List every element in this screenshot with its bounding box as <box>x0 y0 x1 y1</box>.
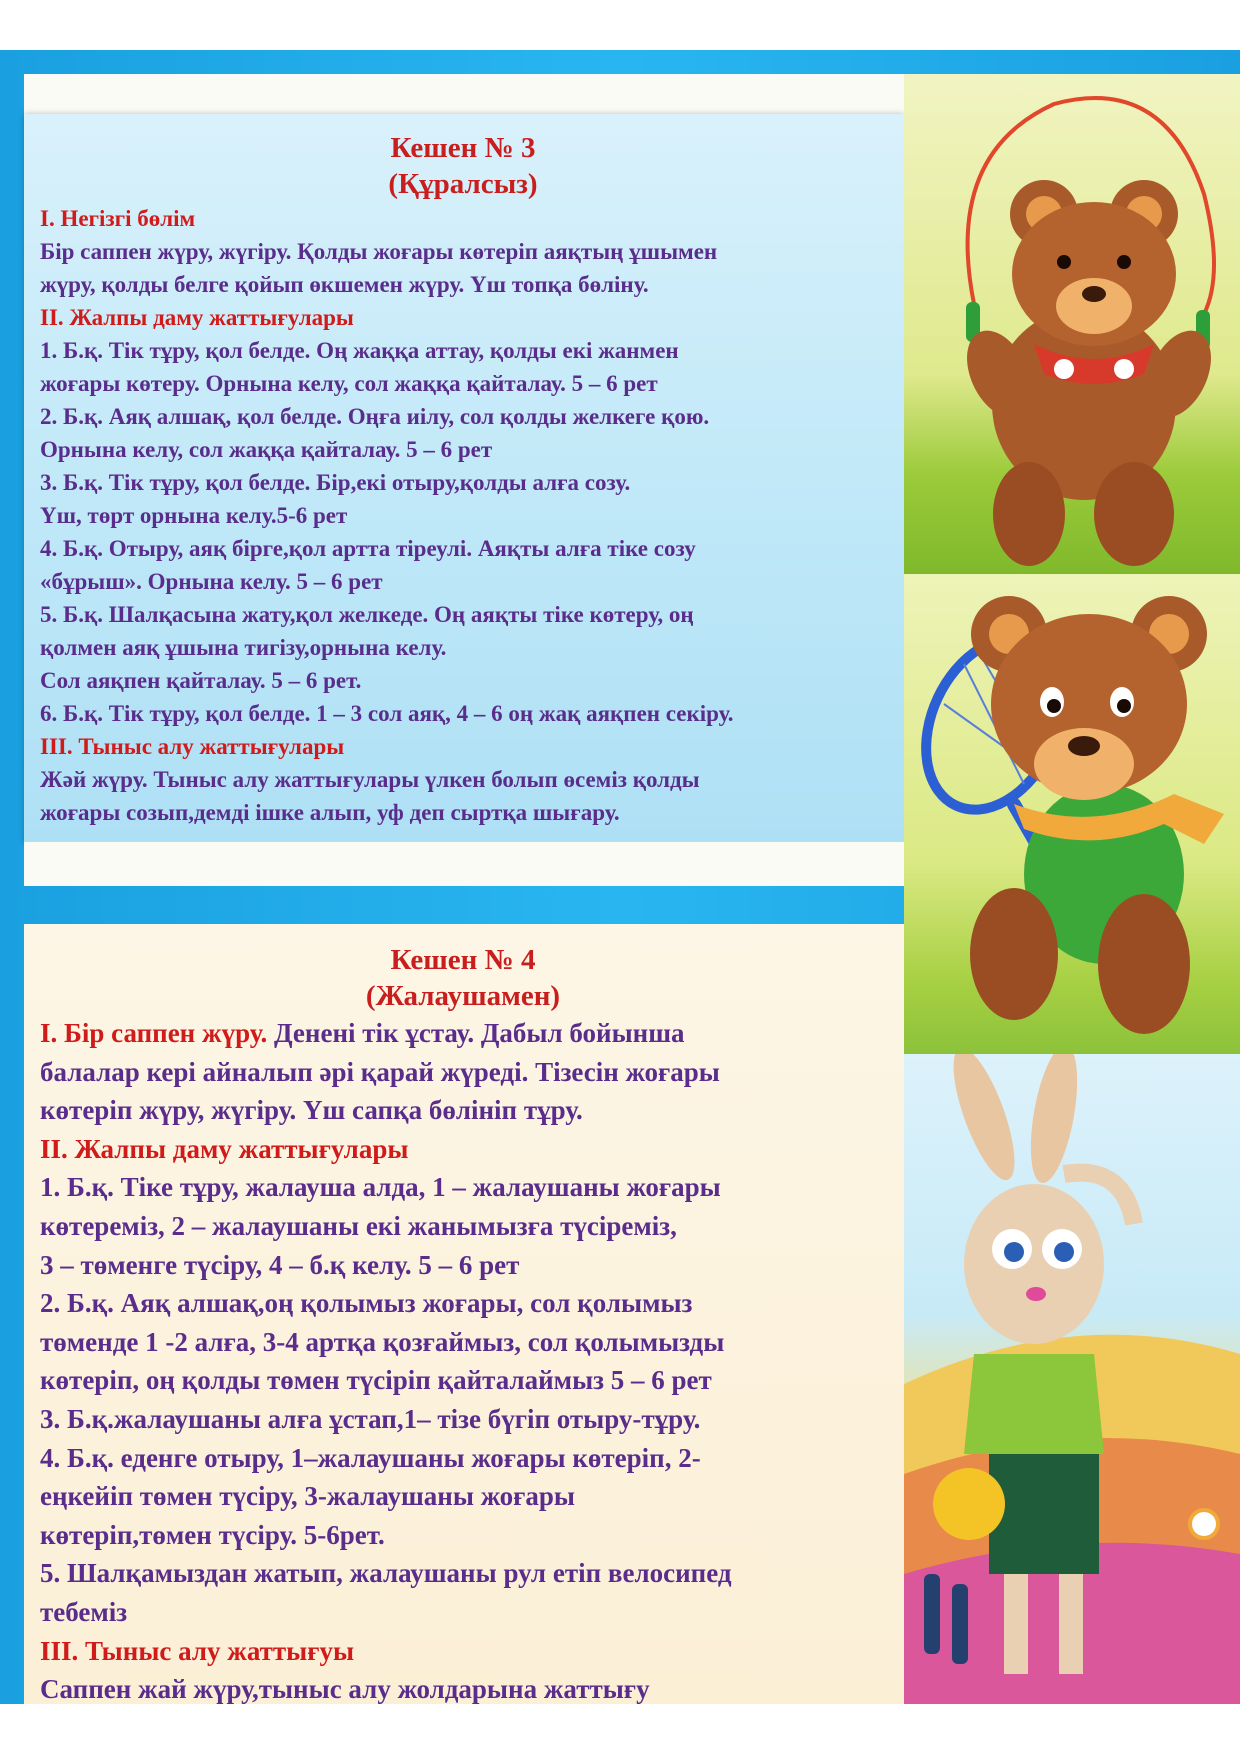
body-line: Бір саппен жүру, жүгіру. Қолды жоғары көтеріп аяқтың ұшымен <box>40 239 718 264</box>
body-line: Орнына келу, сол жаққа қайталау. 5 – 6 рет <box>40 437 493 462</box>
complex-3-panel <box>24 114 904 842</box>
body-line: жоғары созып,демді ішке алып, уф деп сыртқа шығару. <box>40 800 620 825</box>
body-line: көтереміз, 2 – жалаушаны екі жанымызға түсіреміз, <box>40 1210 677 1241</box>
complex-4-first-line-heading: І. Бір саппен жүру. <box>40 1018 268 1048</box>
body-line: 4. Б.қ. еденге отыру, 1–жалаушаны жоғары көтеріп, 2- <box>40 1442 701 1473</box>
bear-tennis-icon <box>904 574 1240 1054</box>
body-line: 1. Б.қ. Тік тұру, қол белде. Оң жаққа аттау, қолды екі жанмен <box>40 338 679 363</box>
body-line: көтеріп,төмен түсіру. 5-6рет. <box>40 1519 385 1550</box>
body-line: көтеріп, оң қолды төмен түсіріп қайталаймыз 5 – 6 рет <box>40 1365 712 1396</box>
body-line: 2. Б.қ. Аяқ алшақ,оң қолымыз жоғары, сол қолымыз <box>40 1288 693 1319</box>
complex-3-body <box>40 202 886 829</box>
bear-jump-rope-icon <box>904 74 1240 574</box>
complex-4-title: Кешен № 4 <box>390 944 536 976</box>
body-line: қолмен аяқ ұшына тигізу,орнына келу. <box>40 635 447 660</box>
section-heading: ІІ. Жалпы даму жаттығулары <box>40 1133 409 1164</box>
body-line: «бұрыш». Орнына келу. 5 – 6 рет <box>40 569 383 594</box>
hare-sport-icon <box>904 1054 1240 1704</box>
panel-1-footer-strip <box>24 842 904 886</box>
body-line: 4. Б.қ. Отыру, аяқ бірге,қол артта тіреулі. Аяқты алға тіке созу <box>40 536 696 561</box>
section-heading: І. Негізгі бөлім <box>40 206 196 231</box>
body-line: көтеріп жүру, жүгіру. Үш сапқа бөлініп тұру. <box>40 1095 583 1126</box>
body-line: 3 – төменге түсіру, 4 – б.қ келу. 5 – 6 рет <box>40 1249 520 1280</box>
top-strip <box>24 74 904 114</box>
illustration-column <box>904 74 1240 1704</box>
body-line: жүру, қолды белге қойып өкшемен жүру. Үш топқа бөліну. <box>40 272 649 297</box>
section-heading: ІІІ. Тыныс алу жаттығулары <box>40 734 345 759</box>
body-line: еңкейіп төмен түсіру, 3-жалаушаны жоғары <box>40 1481 575 1512</box>
complex-3-title: Кешен № 3 <box>390 132 536 164</box>
section-heading: ІІІ. Тыныс алу жаттығуы <box>40 1635 355 1666</box>
complex-3-subtitle: (Құралсыз) <box>388 168 538 200</box>
complex-4-panel <box>24 924 904 1704</box>
body-line: 5. Б.қ. Шалқасына жату,қол желкеде. Оң аяқты тіке көтеру, оң <box>40 602 694 627</box>
body-line: Жәй жүру. Тыныс алу жаттығулары үлкен болып өсеміз қолды <box>40 767 700 792</box>
body-line: 5. Шалқамыздан жатып, жалаушаны рул етіп велосипед <box>40 1558 732 1589</box>
body-line: 3. Б.қ. Тік тұру, қол белде. Бір,екі отыру,қолды алға созу. <box>40 470 631 495</box>
complex-4-first-line-text: Денені тік ұстау. Дабыл бойынша <box>267 1018 685 1048</box>
body-line: балалар кері айналып әрі қарай жүреді. Тізесін жоғары <box>40 1056 720 1087</box>
complex-4-body <box>40 1053 886 1709</box>
body-line: 2. Б.қ. Аяқ алшақ, қол белде. Оңға иілу, сол қолды желкеге қою. <box>40 404 710 429</box>
body-line: 3. Б.қ.жалаушаны алға ұстап,1– тізе бүгіп отыру-тұру. <box>40 1403 701 1434</box>
body-line: Үш, төрт орнына келу.5-6 рет <box>40 503 348 528</box>
complex-4-subtitle: (Жалаушамен) <box>365 980 561 1012</box>
body-line: Сол аяқпен қайталау. 5 – 6 рет. <box>40 668 362 693</box>
body-line: төменде 1 -2 алға, 3-4 артқа қозғаймыз, сол қолымызды <box>40 1326 725 1357</box>
body-line: жоғары көтеру. Орнына келу, сол жаққа қайталау. 5 – 6 рет <box>40 371 658 396</box>
body-line: 6. Б.қ. Тік тұру, қол белде. 1 – 3 сол аяқ, 4 – 6 оң жақ аяқпен секіру. <box>40 701 734 726</box>
body-line: Саппен жай жүру,тыныс алу жолдарына жаттығу <box>40 1674 650 1705</box>
body-line: 1. Б.қ. Тіке тұру, жалауша алда, 1 – жалаушаны жоғары <box>40 1172 721 1203</box>
complex-4-first-line <box>40 1014 886 1053</box>
section-heading: ІІ. Жалпы даму жаттығулары <box>40 305 354 330</box>
body-line: тебеміз <box>40 1596 128 1627</box>
